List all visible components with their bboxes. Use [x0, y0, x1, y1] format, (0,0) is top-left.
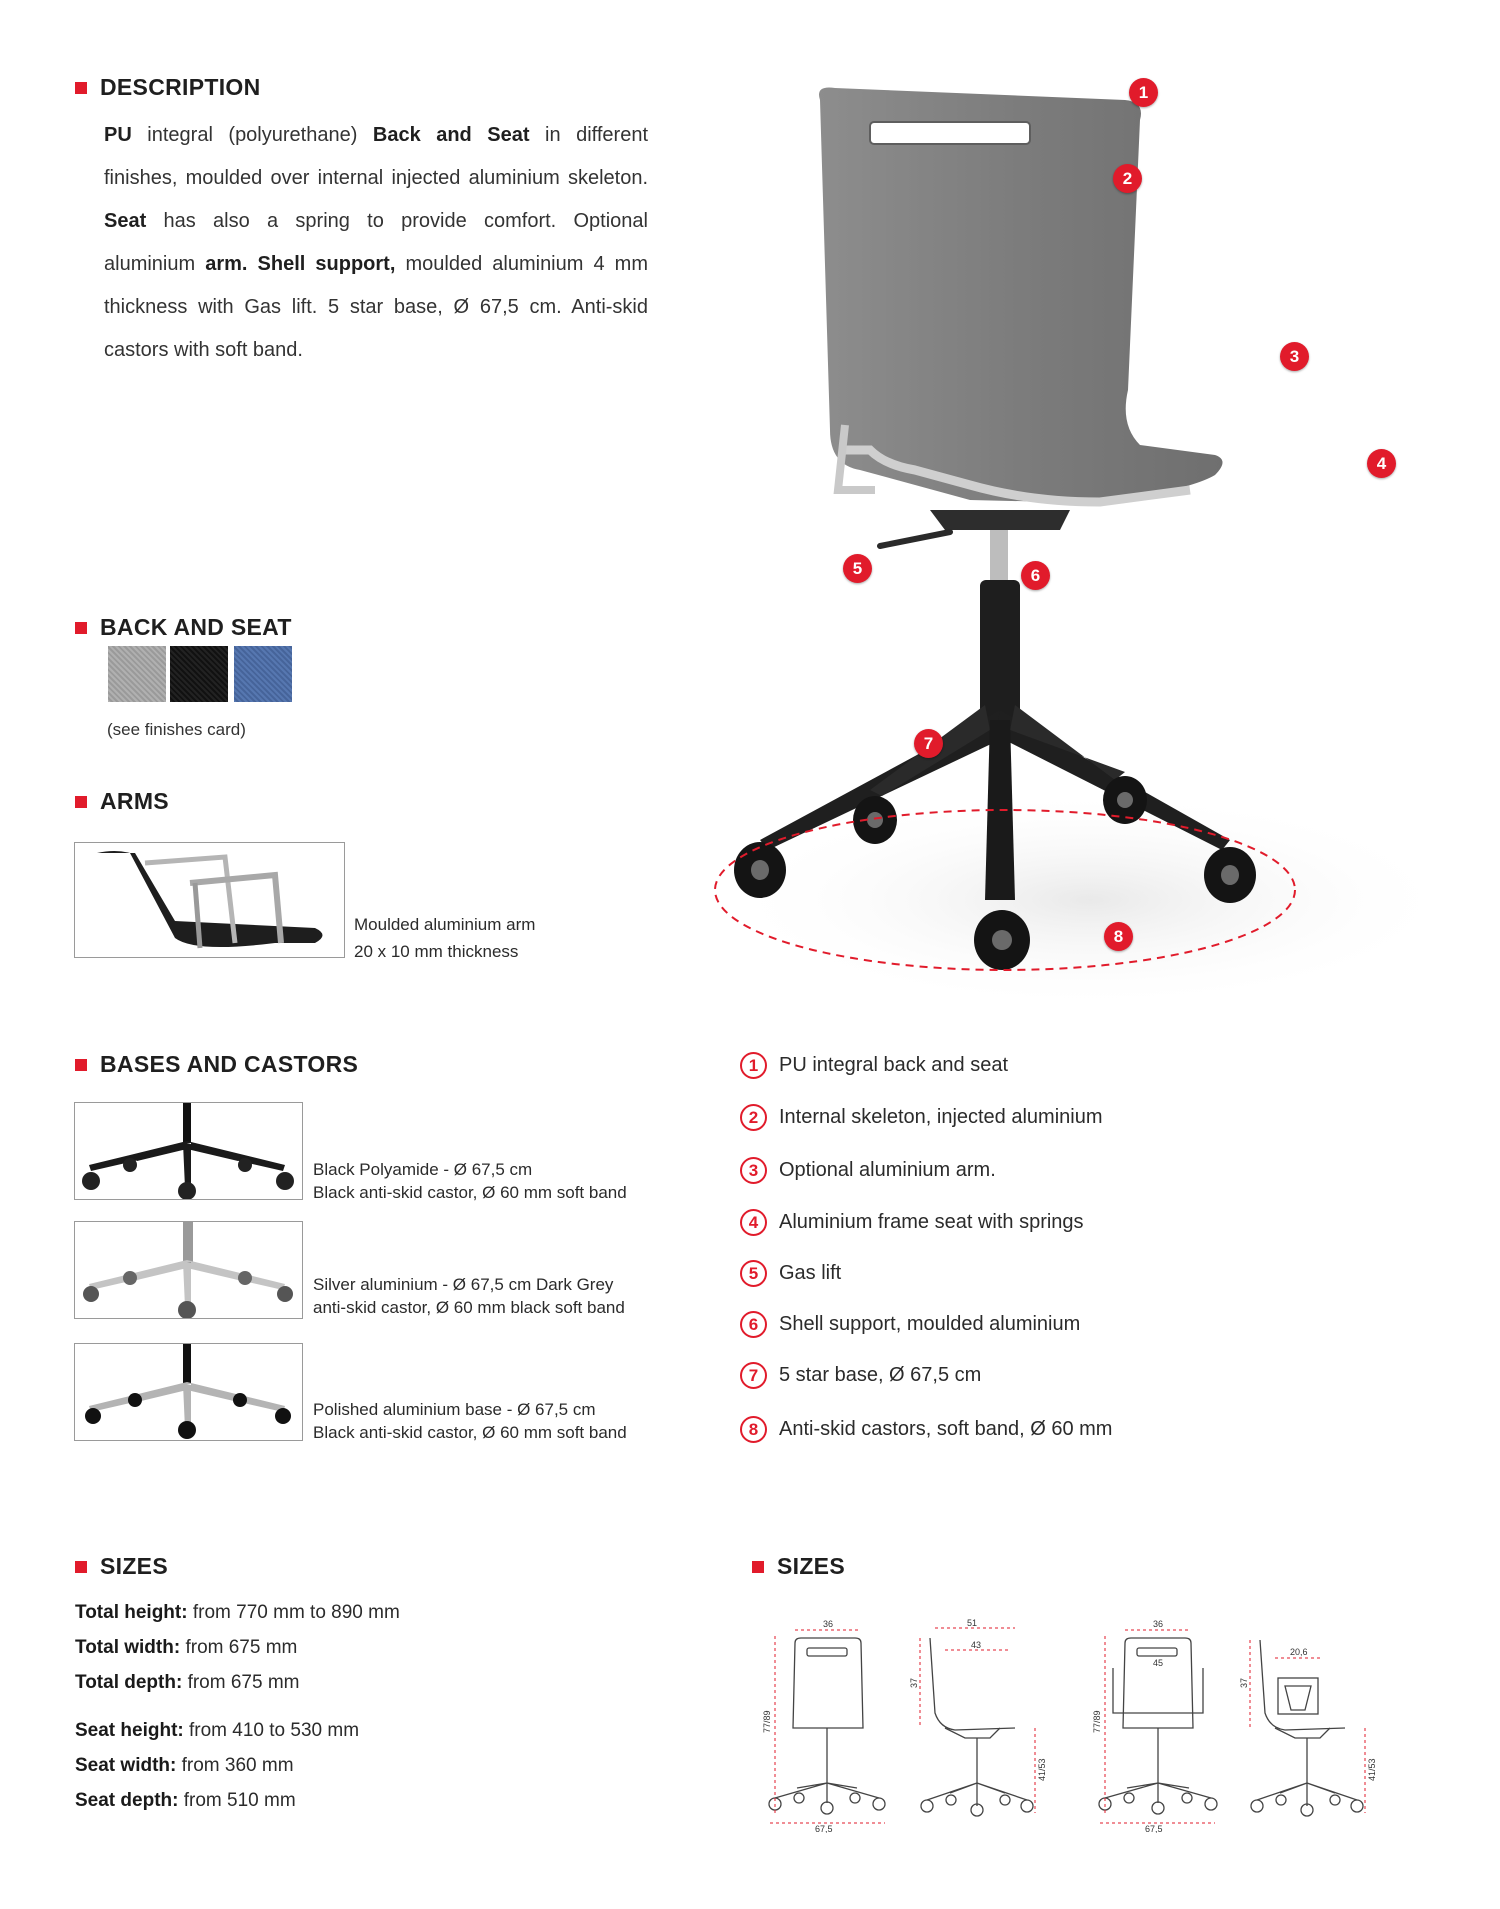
dim-side-depth: 51	[967, 1618, 978, 1628]
base-black-line1: Black Polyamide - Ø 67,5 cm	[313, 1160, 533, 1179]
dim-front-total: 77/89	[762, 1710, 772, 1733]
size-seat-width: Seat width: from 360 mm	[75, 1755, 294, 1776]
size-total-height: Total height: from 770 mm to 890 mm	[75, 1602, 400, 1623]
back-seat-heading: BACK AND SEAT	[75, 614, 292, 641]
badge-1: 1	[1129, 78, 1158, 107]
badge-6: 6	[1021, 561, 1050, 590]
swatch-grey	[108, 646, 166, 702]
badge-5: 5	[843, 554, 872, 583]
description-text: PU integral (polyurethane) Back and Seat in different finishes, moulded over internal injected aluminium skeleton. Seat has also a spring to provide comfort. Optional aluminium arm. Shell support, moulded aluminium 4 mm thickness with Gas lift. 5 star base, Ø 67,5 cm. Anti-skid castors with soft band.	[104, 124, 648, 361]
dim-arm-side-top: 20,6	[1290, 1647, 1308, 1657]
bullet-square-icon	[752, 1561, 764, 1573]
legend-item-5: 5 Gas lift	[740, 1260, 841, 1287]
arm-caption-1: Moulded aluminium arm	[354, 915, 536, 934]
dim-front-width: 36	[823, 1619, 834, 1629]
legend-item-1: 1 PU integral back and seat	[740, 1052, 1008, 1079]
badge-3: 3	[1280, 342, 1309, 371]
swatch-blue	[234, 646, 292, 702]
legend-item-8: 8 Anti-skid castors, soft band, Ø 60 mm	[740, 1416, 1112, 1443]
dim-arm-side-back: 37	[1239, 1677, 1249, 1688]
dim-arm-width: 36	[1153, 1619, 1164, 1629]
badge-7: 7	[914, 729, 943, 758]
legend-item-7: 7 5 star base, Ø 67,5 cm	[740, 1362, 981, 1389]
base-silver-line1: Silver aluminium - Ø 67,5 cm Dark Grey	[313, 1275, 614, 1294]
bullet-square-icon	[75, 622, 87, 634]
base-image-polished	[74, 1343, 303, 1441]
chair-photo	[670, 70, 1450, 1010]
dim-arm-inner: 45	[1153, 1658, 1164, 1668]
base-black-line2: Black anti-skid castor, Ø 60 mm soft band	[313, 1183, 627, 1202]
bullet-square-icon	[75, 1561, 87, 1573]
bullet-square-icon	[75, 82, 87, 94]
size-total-depth: Total depth: from 675 mm	[75, 1672, 300, 1693]
arms-heading: ARMS	[75, 788, 169, 815]
dim-side-back: 37	[909, 1677, 919, 1688]
arm-caption-2: 20 x 10 mm thickness	[354, 942, 519, 961]
base-image-silver	[74, 1221, 303, 1319]
size-total-width: Total width: from 675 mm	[75, 1637, 298, 1658]
bullet-square-icon	[75, 1059, 87, 1071]
swatch-black	[170, 646, 228, 702]
size-seat-height: Seat height: from 410 to 530 mm	[75, 1720, 360, 1741]
dim-side-seat: 41/53	[1037, 1758, 1047, 1781]
legend-item-6: 6 Shell support, moulded aluminium	[740, 1311, 1080, 1338]
size-drawings	[755, 1618, 1425, 1833]
base-image-black	[74, 1102, 303, 1200]
dim-side-inner: 43	[971, 1640, 982, 1650]
bullet-square-icon	[75, 796, 87, 808]
dim-arm-seat: 41/53	[1367, 1758, 1377, 1781]
legend-item-4: 4 Aluminium frame seat with springs	[740, 1209, 1084, 1236]
dim-front-base: 67,5	[815, 1824, 833, 1833]
dim-arm-base: 67,5	[1145, 1824, 1163, 1833]
badge-4: 4	[1367, 449, 1396, 478]
base-polished-line2: Black anti-skid castor, Ø 60 mm soft band	[313, 1423, 627, 1442]
arm-image	[74, 842, 345, 958]
sizes-drawings-heading: SIZES	[752, 1553, 845, 1580]
base-silver-line2: anti-skid castor, Ø 60 mm black soft band	[313, 1298, 625, 1317]
badge-2: 2	[1113, 164, 1142, 193]
sizes-heading: SIZES	[75, 1553, 168, 1580]
base-polished-line1: Polished aluminium base - Ø 67,5 cm	[313, 1400, 596, 1419]
badge-8: 8	[1104, 922, 1133, 951]
dim-arm-total: 77/89	[1092, 1710, 1102, 1733]
legend-item-3: 3 Optional aluminium arm.	[740, 1157, 996, 1184]
legend-item-2: 2 Internal skeleton, injected aluminium	[740, 1104, 1103, 1131]
bases-heading: BASES AND CASTORS	[75, 1051, 358, 1078]
finishes-note: (see finishes card)	[107, 720, 246, 739]
description-heading: DESCRIPTION	[75, 74, 260, 101]
size-seat-depth: Seat depth: from 510 mm	[75, 1790, 296, 1811]
